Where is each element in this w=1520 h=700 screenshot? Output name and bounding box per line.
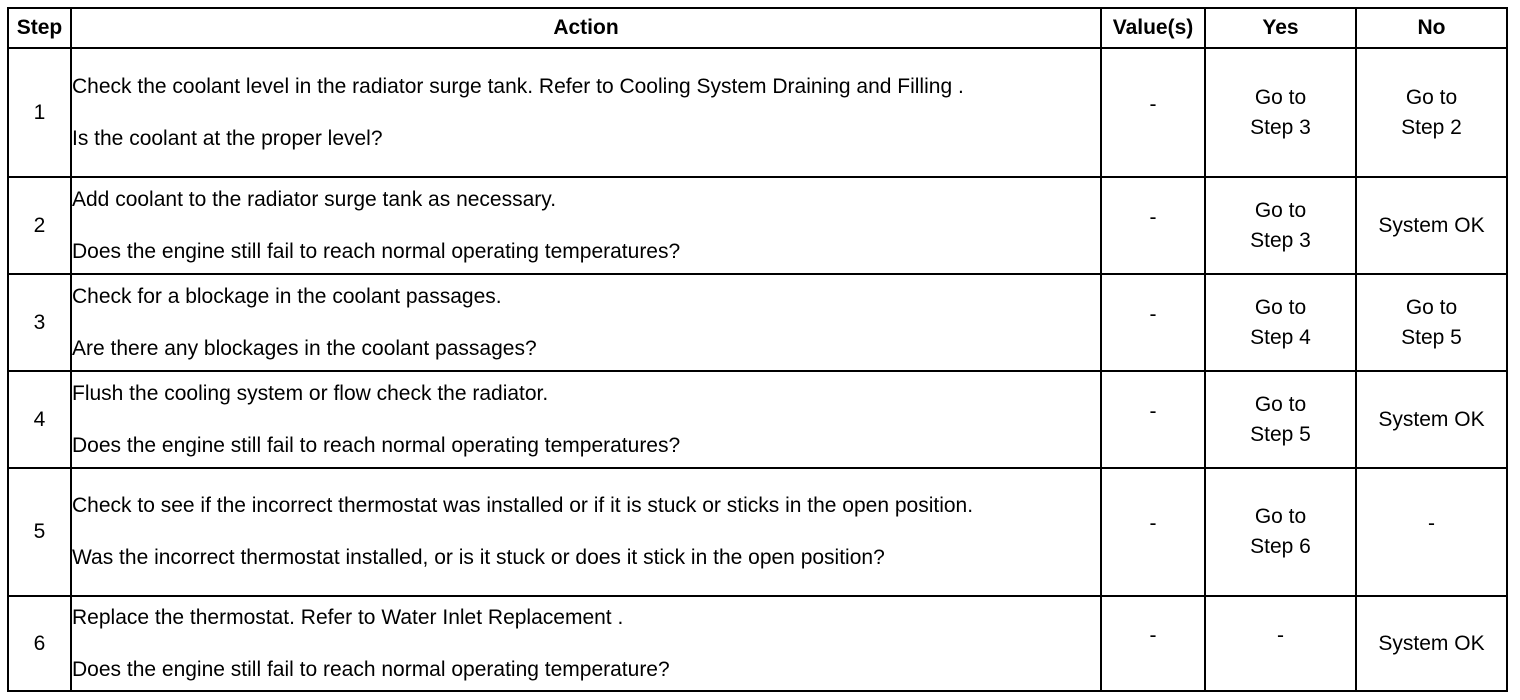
- no-text: System OK: [1378, 631, 1485, 655]
- table-row: [8, 371, 1507, 468]
- yes-line2: Step 5: [1250, 422, 1311, 446]
- yes-line1: Go to: [1254, 392, 1307, 416]
- no-cell: [1356, 596, 1507, 691]
- step-number: 1: [8, 48, 71, 177]
- step-number: 4: [8, 371, 71, 468]
- yes-line2: Step 4: [1250, 325, 1311, 349]
- yes-cell: [1205, 596, 1356, 691]
- value-cell: [1101, 468, 1205, 596]
- action-cell: [71, 371, 1101, 468]
- step-number: 3: [8, 274, 71, 371]
- value-text: -: [1149, 302, 1157, 326]
- table-row: [8, 177, 1507, 274]
- action-text: Check the coolant level in the radiator surge tank. Refer to Cooling System Draining and Filling .: [72, 74, 964, 98]
- header-yes: Yes: [1205, 8, 1356, 48]
- header-action: Action: [71, 8, 1101, 48]
- action-cell: [71, 177, 1101, 274]
- yes-line2: Step 3: [1250, 115, 1311, 139]
- no-line2: Step 5: [1401, 325, 1462, 349]
- yes-line1: Go to: [1254, 505, 1307, 528]
- no-text: System OK: [1378, 407, 1485, 431]
- header-values: Value(s): [1101, 8, 1205, 48]
- action-question: Was the incorrect thermostat installed, or is it stuck or does it stick in the open position?: [72, 546, 885, 569]
- no-line1: Go to: [1405, 295, 1458, 319]
- action-text: Check to see if the incorrect thermostat was installed or if it is stuck or sticks in the open position.: [72, 494, 974, 517]
- step-number: 5: [8, 468, 71, 596]
- value-cell: [1101, 596, 1205, 691]
- value-text: -: [1149, 399, 1157, 423]
- yes-cell: [1205, 177, 1356, 274]
- action-cell: [71, 274, 1101, 371]
- value-text: -: [1149, 512, 1157, 535]
- no-cell: [1356, 274, 1507, 371]
- action-question: Are there any blockages in the coolant passages?: [72, 336, 537, 360]
- value-text: -: [1149, 205, 1157, 229]
- yes-cell: [1205, 371, 1356, 468]
- header-step: Step: [8, 8, 71, 48]
- table-row: [8, 48, 1507, 177]
- value-cell: [1101, 177, 1205, 274]
- action-text: Add coolant to the radiator surge tank as necessary.: [72, 187, 557, 211]
- no-cell: [1356, 48, 1507, 177]
- action-question: Does the engine still fail to reach normal operating temperatures?: [72, 239, 681, 263]
- table-row: [8, 468, 1507, 596]
- yes-line2: Step 3: [1250, 228, 1311, 252]
- yes-text: -: [1277, 623, 1284, 647]
- action-text: Flush the cooling system or flow check the radiator.: [72, 381, 549, 405]
- header-row: [8, 8, 1507, 48]
- action-cell: [71, 596, 1101, 691]
- action-text: Replace the thermostat. Refer to Water Inlet Replacement .: [72, 605, 624, 629]
- table-row: [8, 596, 1507, 691]
- no-line2: Step 2: [1401, 115, 1462, 139]
- header-no: No: [1356, 8, 1507, 48]
- yes-line1: Go to: [1254, 295, 1307, 319]
- yes-line2: Step 6: [1250, 535, 1311, 558]
- action-question: Does the engine still fail to reach normal operating temperatures?: [72, 433, 681, 457]
- action-cell: [71, 468, 1101, 596]
- no-text: System OK: [1378, 213, 1485, 237]
- no-cell: [1356, 177, 1507, 274]
- yes-cell: [1205, 48, 1356, 177]
- yes-cell: [1205, 468, 1356, 596]
- no-cell: [1356, 371, 1507, 468]
- value-text: -: [1149, 623, 1157, 647]
- no-text: -: [1428, 512, 1435, 535]
- action-cell: [71, 48, 1101, 177]
- value-cell: [1101, 274, 1205, 371]
- table-row: [8, 274, 1507, 371]
- diagnostic-table: [7, 7, 1508, 692]
- yes-cell: [1205, 274, 1356, 371]
- value-text: -: [1149, 92, 1157, 116]
- yes-line1: Go to: [1254, 198, 1307, 222]
- action-question: Is the coolant at the proper level?: [72, 126, 383, 150]
- yes-line1: Go to: [1254, 85, 1307, 109]
- action-text: Check for a blockage in the coolant passages.: [72, 284, 502, 308]
- action-question: Does the engine still fail to reach normal operating temperature?: [72, 657, 670, 681]
- value-cell: [1101, 48, 1205, 177]
- step-number: 2: [8, 177, 71, 274]
- step-number: 6: [8, 596, 71, 691]
- no-line1: Go to: [1405, 85, 1458, 109]
- no-cell: [1356, 468, 1507, 596]
- value-cell: [1101, 371, 1205, 468]
